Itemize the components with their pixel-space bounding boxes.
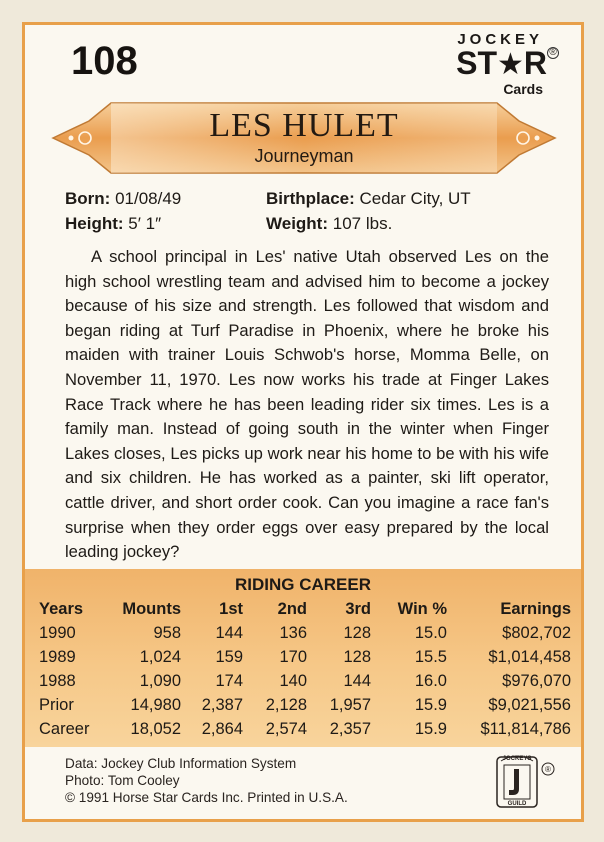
weight-value: 107 lbs.: [332, 214, 393, 233]
riding-career-title: RIDING CAREER: [234, 575, 371, 594]
born-label: Born:: [65, 189, 111, 208]
cell-third: 2,357: [329, 719, 371, 738]
cell-mounts: 1,090: [139, 671, 181, 690]
born-value: 01/08/49: [115, 189, 182, 208]
photo-credit: Photo: Tom Cooley: [65, 773, 180, 788]
name-banner: [49, 99, 559, 177]
jockey-star-logo: [439, 31, 559, 101]
riding-career-table: [39, 597, 571, 741]
cell-third: 144: [343, 671, 371, 690]
header-years: Years: [39, 599, 84, 618]
cell-second: 140: [279, 671, 307, 690]
header-mounts: Mounts: [122, 599, 181, 618]
guild-registered-mark: ®: [545, 765, 551, 774]
logo-cards-text: Cards: [503, 81, 543, 97]
cell-mounts: 958: [153, 623, 181, 642]
weight-label: Weight:: [266, 214, 329, 233]
cell-earnings: $1,014,458: [488, 647, 571, 666]
table-row: [39, 621, 571, 645]
cell-years: 1989: [39, 647, 76, 666]
biography-text: A school principal in Les' native Utah observed Les on the high school wrestling team and advised him to become a jockey because of his size and strength. Les followed that wisdom and began riding at Turf Paradise in Phoenix, where he broke his maiden with trainer Louis Schwob's horse, Momma Belle, on November 11, 1970. Les now works his trade at Finger Lakes Race Track where he has been leading rider six times. Les is a family man. Instead of going south in the winter when Finger Lakes closes, Les picks up work near his home to be with his wife and six children. He has worked as a painter, ski lift operator, cattle driver, and short order cook. Can you imagine a race fan's surprise when they order eggs over easy prepared by the local leading jockey?: [65, 247, 549, 562]
table-row: [39, 669, 571, 693]
cell-second: 2,574: [265, 719, 307, 738]
cell-win-pct: 15.5: [414, 647, 447, 666]
cell-first: 174: [215, 671, 243, 690]
logo-star-text: ST★R: [456, 45, 547, 81]
height-value: 5′ 1″: [128, 214, 162, 233]
header-second: 2nd: [277, 599, 307, 618]
vitals-block: [65, 189, 565, 239]
cell-first: 2,864: [201, 719, 243, 738]
cell-third: 128: [343, 623, 371, 642]
header-earnings: Earnings: [500, 599, 571, 618]
birthplace-field: [266, 189, 471, 209]
table-row: [39, 693, 571, 717]
height-label: Height:: [65, 214, 124, 233]
cell-first: 159: [215, 647, 243, 666]
cell-earnings: $976,070: [502, 671, 571, 690]
copyright-line: © 1991 Horse Star Cards Inc. Printed in U.S.A.: [65, 790, 348, 805]
guild-bottom-text: GUILD: [507, 801, 527, 807]
cell-second: 2,128: [265, 695, 307, 714]
star-icon: ★: [496, 48, 524, 81]
cell-earnings: $9,021,556: [488, 695, 571, 714]
cell-years: Prior: [39, 695, 74, 714]
card-number: 108: [71, 39, 138, 83]
jockeys-guild-logo: [495, 749, 557, 815]
table-header-row: [39, 597, 571, 621]
header-first: 1st: [219, 599, 243, 618]
header-third: 3rd: [345, 599, 371, 618]
cell-win-pct: 16.0: [414, 671, 447, 690]
born-field: [65, 189, 181, 209]
guild-top-text: JOCKEYS: [502, 756, 532, 762]
player-role: Journeyman: [254, 146, 354, 166]
trading-card-back: [22, 22, 584, 822]
logo-jockey-text: JOCKEY: [457, 31, 543, 48]
cell-mounts: 1,024: [139, 647, 181, 666]
registered-mark: ®: [547, 47, 559, 59]
cell-mounts: 18,052: [130, 719, 181, 738]
cell-earnings: $11,814,786: [480, 719, 571, 738]
cell-second: 136: [279, 623, 307, 642]
credits-footer: [65, 755, 348, 806]
table-row: [39, 645, 571, 669]
cell-years: Career: [39, 719, 90, 738]
cell-first: 144: [215, 623, 243, 642]
data-credit: Data: Jockey Club Information System: [65, 756, 297, 771]
birthplace-value: Cedar City, UT: [359, 189, 471, 208]
riding-career-panel: [25, 569, 581, 747]
height-field: [65, 214, 161, 234]
cell-earnings: $802,702: [502, 623, 571, 642]
table-row: [39, 717, 571, 741]
player-name: LES HULET: [209, 107, 399, 144]
cell-first: 2,387: [201, 695, 243, 714]
cell-win-pct: 15.0: [414, 623, 447, 642]
cell-third: 1,957: [329, 695, 371, 714]
birthplace-label: Birthplace:: [266, 189, 355, 208]
cell-mounts: 14,980: [130, 695, 181, 714]
jockeys-guild-badge-icon: [495, 749, 557, 815]
cell-win-pct: 15.9: [414, 719, 447, 738]
weight-field: [266, 214, 392, 234]
cell-win-pct: 15.9: [414, 695, 447, 714]
cell-years: 1990: [39, 623, 76, 642]
cell-third: 128: [343, 647, 371, 666]
cell-second: 170: [279, 647, 307, 666]
cell-years: 1988: [39, 671, 76, 690]
header-win-pct: Win %: [397, 599, 447, 618]
